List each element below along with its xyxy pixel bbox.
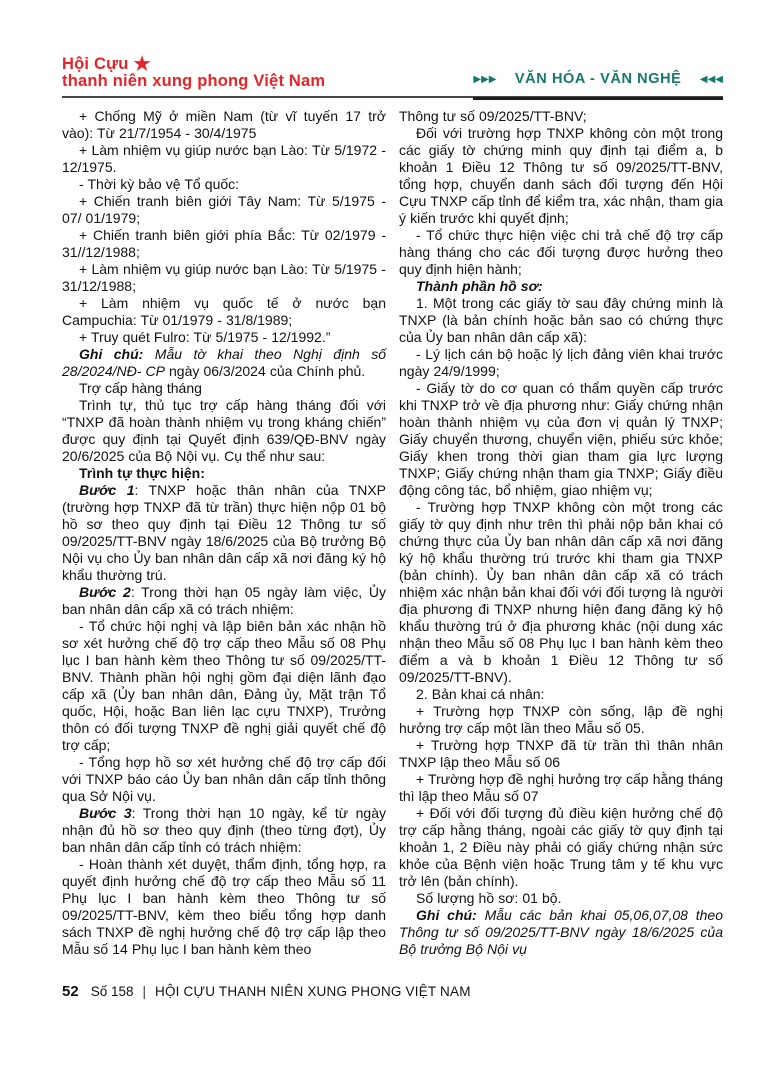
article-body [62,108,723,958]
paragraph [399,380,723,499]
text-segment: + Trường hợp TNXP còn sống, lập đề nghị hưởng trợ cấp một lần theo Mẫu số 05. [399,703,723,736]
text-segment: + Đối với đối tượng đủ điều kiện hưởng chế độ trợ cấp hằng tháng, ngoài các giấy tờ quy định tại khoản 1, 2 Điều này phải có giấy chứng nhận sức khỏe của Bệnh viện hoặc Trung tâm y tế khu vực trở lên (bản chính). [399,805,723,889]
paragraph [62,856,386,958]
text-segment: + Chống Mỹ ở miền Nam (từ vĩ tuyến 17 trở vào): Từ 21/7/1954 - 30/4/1975 [62,108,386,141]
paragraph [399,499,723,686]
left-column [62,108,386,958]
paragraph [399,737,723,771]
page-footer [62,983,723,1000]
paragraph [62,618,386,754]
footer-separator: | [142,984,146,999]
text-segment: + Làm nhiệm vụ giúp nước bạn Lào: Từ 5/1975 - 31/12/1988; [62,261,386,294]
page-number: 52 [62,983,79,1000]
text-segment: Mẫu tờ khai theo Nghị định số 28/2024/NĐ- CP [62,346,387,379]
text-segment: - Tổ chức thực hiện việc chi trả chế độ trợ cấp hàng tháng cho các đối tượng được hưởng theo quy định hiện hành; [399,227,723,277]
text-segment: - Giấy tờ do cơ quan có thẩm quyền cấp trước khi TNXP trở về địa phương như: Giấy chứng nhận hoàn thành nhiệm vụ của đơn vị quản lý TNXP; Giấy chuyển thương, chuyển viện, phiếu sức khỏe; Giấy khen trong thời gian tham gia lực lượng TNXP; Giấy chứng nhận tham gia TNXP; Giấy điều động công tác, bổ nhiệm, giao nhiệm vụ; [399,380,723,498]
paragraph [399,278,723,295]
section-header [473,70,723,90]
paragraph [62,329,386,346]
text-segment: Trình tự thực hiện: [79,465,205,481]
text-segment: - Tổ chức hội nghị và lập biên bản xác nhận hồ sơ xét hưởng chế độ trợ cấp theo Mẫu số 08 Phụ lục I ban hành kèm theo Thông tư số 09/2025/TT-BNV. Thành phần hội nghị gồm đại diện lãnh đạo cấp xã (Ủy ban nhân dân, Đảng ủy, Mặt trận Tổ quốc, Hội, hoặc Ban liên lạc cựu TNXP), Trưởng thôn có đối tượng TNXP đề nghị giải quyết chế độ trợ cấp; [62,618,386,753]
paragraph [399,907,723,958]
text-segment: Trợ cấp hàng tháng [79,380,202,396]
text-segment: + Trường hợp TNXP đã từ trần thì thân nhân TNXP lập theo Mẫu số 06 [399,737,723,770]
paragraph [399,108,723,125]
paragraph [399,771,723,805]
paragraph [399,346,723,380]
text-segment: Bước 3 [79,805,132,821]
paragraph [62,108,386,142]
text-segment: 1. Một trong các giấy tờ sau đây chứng minh là TNXP (là bản chính hoặc bản sao có chứng thực của Ủy ban nhân dân cấp xã): [399,295,723,345]
paragraph [62,261,386,295]
text-segment: : Trong thời hạn 05 ngày làm việc, Ủy ban nhân dân cấp xã có trách nhiệm: [62,584,386,617]
paragraph [62,754,386,805]
paragraph [62,805,386,856]
text-segment: + Chiến tranh biên giới Tây Nam: Từ 5/1975 - 07/ 01/1979; [62,193,386,226]
text-segment: : TNXP hoặc thân nhân của TNXP (trường hợp TNXP đã từ trần) thực hiện nộp 01 bộ hồ sơ theo quy định tại Điều 12 Thông tư số 09/2025/TT-BNV ngày 18/6/2025 của Bộ trưởng Bộ Nội vụ cho Ủy ban nhân dân cấp xã nơi đăng ký hộ khẩu thường trú. [62,482,387,583]
journal-title: HỘI CỰU THANH NIÊN XUNG PHONG VIỆT NAM [155,984,471,999]
paragraph [62,227,386,261]
text-segment: Đối với trường hợp TNXP không còn một trong các giấy tờ chứng minh quy định tại điểm a, b khoản 1 Điều 12 Thông tư số 09/2025/TT-BNV, tổng hợp, chuyển danh sách đối tượng đến Hội Cựu TNXP cấp tỉnh để kiểm tra, xác nhận, tham gia ý kiến trước khi quyết định; [399,125,723,226]
paragraph [399,295,723,346]
text-segment: Bước 2 [79,584,131,600]
text-segment: Trình tự, thủ tục trợ cấp hàng tháng đối với “TNXP đã hoàn thành nhiệm vụ trong kháng chiến” được quy định tại Quyết định 639/QĐ-BNV ngày 20/6/2025 của Bộ Nội vụ. Cụ thể như sau: [62,397,386,464]
paragraph [62,465,386,482]
text-segment: + Làm nhiệm vụ giúp nước bạn Lào: Từ 5/1972 - 12/1975. [62,142,386,175]
text-segment: Thành phần hồ sơ: [416,278,543,294]
text-segment: - Tổng hợp hồ sơ xét hưởng chế độ trợ cấp đối với TNXP báo cáo Ủy ban nhân dân cấp tỉnh thông qua Sở Nội vụ. [62,754,386,804]
paragraph [62,346,386,380]
paragraph [62,482,386,584]
paragraph [399,890,723,907]
paragraph [62,397,386,465]
text-segment: + Trường hợp đề nghị hưởng trợ cấp hằng tháng thì lập theo Mẫu số 07 [399,771,723,804]
text-segment: Mẫu các bản khai 05,06,07,08 theo Thông tư số 09/2025/TT-BNV ngày 18/6/2025 của Bộ trưởng Bộ Nội vụ [399,907,724,957]
association-logo [62,56,325,90]
logo-line-2: thanh niên xung phong Việt Nam [62,72,326,90]
paragraph [399,227,723,278]
text-segment: ngày 06/3/2024 của Chính phủ. [164,363,366,379]
triple-arrow-left-icon: ◀◀◀ [699,74,723,85]
paragraph [62,193,386,227]
text-segment: : Trong thời hạn 10 ngày, kể từ ngày nhận đủ hồ sơ theo quy định (theo từng đợt), Ủy ban nhân dân cấp tỉnh có trách nhiệm: [62,805,387,855]
text-segment: Ghi chú: [79,346,155,362]
text-segment: - Lý lịch cán bộ hoặc lý lịch đảng viên khai trước ngày 24/9/1999; [399,346,723,379]
paragraph [62,176,386,193]
text-segment: + Làm nhiệm vụ quốc tế ở nước bạn Campuchia: Từ 01/1979 - 31/8/1989; [62,295,386,328]
text-segment: - Trường hợp TNXP không còn một trong các giấy tờ quy định như trên thì phải nộp bản khai có chứng thực của Ủy ban nhân dân cấp xã nơi đăng ký hộ khẩu thường trú trước khi tham gia TNXP (bản chính). Ủy ban nhân dân cấp xã có trách nhiệm xác nhận bản khai đối với đối tượng là người địa phương đi TNXP nhưng hiện đang đăng ký hộ khẩu thường trú ở địa phương khác (nội dung xác nhận theo Mẫu số 08 Phụ lục I ban hành kèm theo điểm a và b khoản 1 Điều 12 Thông tư số 09/2025/TT-BNV). [399,499,723,685]
issue-number: Số 158 [90,984,134,999]
paragraph [62,295,386,329]
logo-text-top: Hội Cựu [62,55,129,73]
section-title: VĂN HÓA - VĂN NGHỆ [514,71,682,87]
text-segment: Ghi chú: [416,907,485,923]
text-segment: Bước 1 [79,482,135,498]
text-segment: + Chiến tranh biên giới phía Bắc: Từ 02/1979 - 31//12/1988; [62,227,386,260]
text-segment: 2. Bản khai cá nhân: [416,686,545,702]
paragraph [399,686,723,703]
text-segment: + Truy quét Fulro: Từ 5/1975 - 12/1992.” [79,329,331,345]
paragraph [399,703,723,737]
text-segment: Thông tư số 09/2025/TT-BNV; [399,108,587,124]
text-segment: Số lượng hồ sơ: 01 bộ. [416,890,562,906]
triple-arrow-right-icon: ▶▶▶ [473,74,497,85]
paragraph [399,805,723,890]
paragraph [62,584,386,618]
right-column [399,108,723,958]
logo-line-1 [62,56,325,73]
text-segment: - Hoàn thành xét duyệt, thẩm định, tổng hợp, ra quyết định hưởng chế độ trợ cấp theo Mẫu số 11 Phụ lục I ban hành kèm theo Thông tư số 09/2025/TT-BNV, kèm theo biểu tổng hợp danh sách TNXP đề nghị hưởng chế độ trợ cấp lập theo Mẫu số 14 Phụ lục I ban hành kèm theo [62,856,386,957]
paragraph [62,142,386,176]
paragraph [62,380,386,397]
star-icon: ★ [133,54,151,75]
page-header [62,56,723,98]
text-segment: - Thời kỳ bảo vệ Tổ quốc: [79,176,240,192]
paragraph [399,125,723,227]
